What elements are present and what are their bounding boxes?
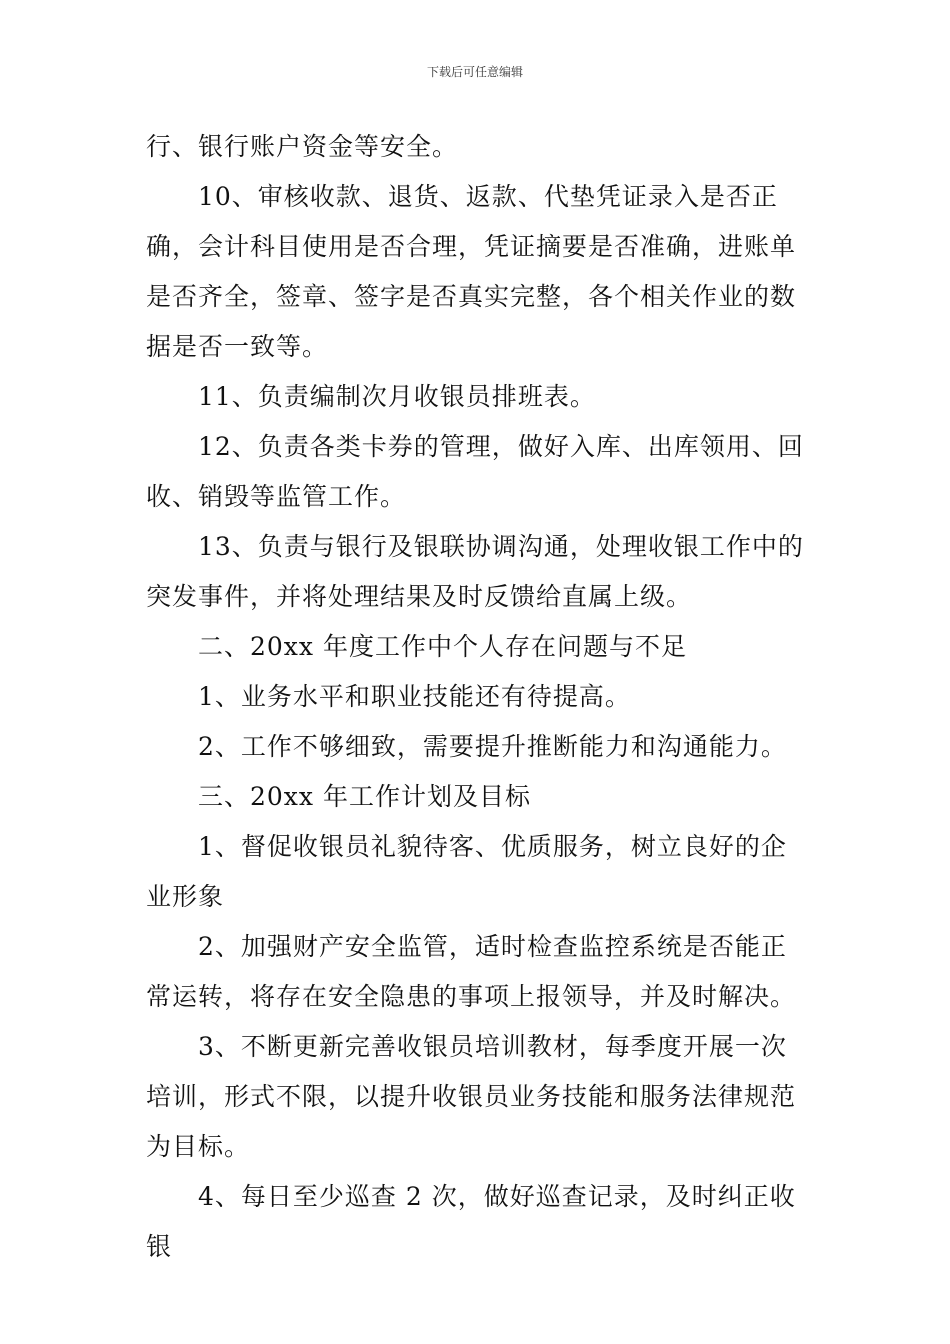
paragraph: 10、审核收款、退货、返款、代垫凭证录入是否正确，会计科目使用是否合理，凭证摘要是否准确，进账单是否齐全，签章、签字是否真实完整，各个相关作业的数据是否一致等。 bbox=[146, 182, 797, 361]
paragraph: 2、工作不够细致，需要提升推断能力和沟通能力。 bbox=[198, 732, 787, 761]
paragraph: 1、业务水平和职业技能还有待提高。 bbox=[198, 682, 631, 711]
document-body bbox=[146, 122, 810, 1272]
paragraph: 行、银行账户资金等安全。 bbox=[146, 132, 459, 161]
paragraph: 11、负责编制次月收银员排班表。 bbox=[198, 382, 596, 411]
paragraph: 2、加强财产安全监管，适时检查监控系统是否能正常运转，将存在安全隐患的事项上报领导，并及时解决。 bbox=[146, 932, 797, 1011]
paragraph: 12、负责各类卡券的管理，做好入库、出库领用、回收、销毁等监管工作。 bbox=[146, 432, 804, 511]
section-heading: 三、20xx 年工作计划及目标 bbox=[198, 782, 531, 811]
paragraph: 1、督促收银员礼貌待客、优质服务，树立良好的企业形象 bbox=[146, 832, 787, 911]
paragraph: 4、每日至少巡查 2 次，做好巡查记录，及时纠正收银 bbox=[146, 1182, 796, 1261]
paragraph: 13、负责与银行及银联协调沟通，处理收银工作中的突发事件，并将处理结果及时反馈给直属上级。 bbox=[146, 532, 804, 611]
section-heading: 二、20xx 年度工作中个人存在问题与不足 bbox=[198, 632, 687, 661]
paragraph: 3、不断更新完善收银员培训教材，每季度开展一次培训，形式不限，以提升收银员业务技能和服务法律规范为目标。 bbox=[146, 1032, 797, 1161]
page-header-note: 下载后可任意编辑 bbox=[426, 65, 523, 79]
